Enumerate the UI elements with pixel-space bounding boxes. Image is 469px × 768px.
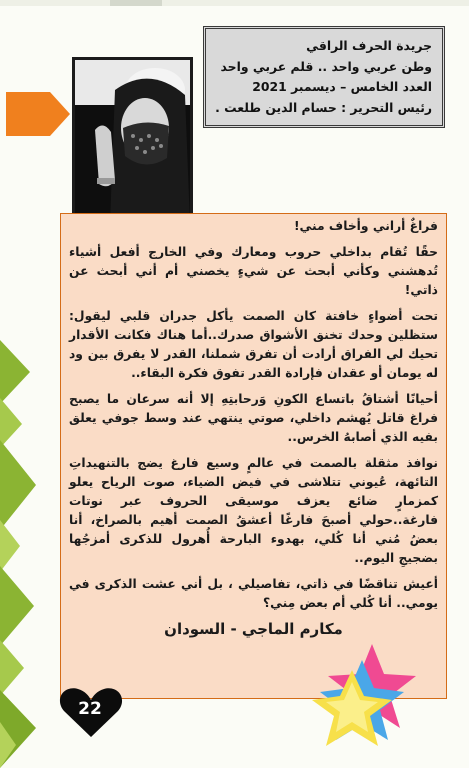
issue-info: العدد الخامس – ديسمبر 2021 (252, 79, 432, 94)
stars-icon (300, 640, 420, 760)
article-paragraph: تحت أضواءٍ خافتة كان الصمت يأكل جدران قلبي ليقول: ستظلين وحدك تخنق الأشواق صدرك..أما هناك فكانت الأقدار تحيك لي الفراق أرادت أن تفرق شملنا، القدر لا يفرق بين ود له يومان أو عقدان فإرادة القدر تفوق فكرة البقاء.. (69, 309, 438, 380)
newspaper-name: جريدة الحرف الراقي (306, 38, 432, 53)
page-number: 22 (78, 699, 102, 719)
article-paragraph: أعيش تناقضًا في ذاتي، تفاصيلي ، بل أني عشت الذكرى في يومي.. أنا كُلي أم بعض مِني؟ (69, 577, 438, 610)
article-author: مكارم الماجي - السودان (164, 620, 343, 638)
editor-in-chief: رئيس التحرير : حسام الدين طلعت . (215, 99, 432, 115)
top-strip (0, 0, 469, 6)
newspaper-header-box (203, 26, 445, 128)
newspaper-slogan: وطن عربي واحد .. قلم عربي واحد (220, 58, 432, 74)
article-paragraph: نوافذ مثقلة بالصمت في عالمٍ وسيع فارغ يضج بالتنهيداتِ التائهة، عُيوني تتلاشى في فيض الضياء، صوت الرياح يعلو كمزمارٍ ضائع يعزف موسيقى الحروف عبر نوتات فارغة..حولي أصبحَ فارغًا أعشقُ الصمت أهيم بالصراخ، أنا بعضُ مُني أنا كُلي، بهدوء البارحة أُهرول للذكرى أمزجُها بضجيجِ اليوم.. (69, 456, 438, 565)
orange-arrow-icon (6, 92, 70, 136)
top-tab (110, 0, 162, 6)
article-paragraph: حقًا تُقام بداخلي حروب ومعارك وفي الخارج أفعل أشياء تُدهشني وكأني أبحث عن شيءٍ يخصني أم أني أبحث عن ذاتي! (69, 245, 438, 297)
article-paragraph: فراغٌ أراني وأخاف مني! (293, 219, 438, 233)
article-paragraph: أحيانًا أشتاقُ باتساع الكونِ وَرحابتِهِ إلا أنه سرعان ما يصبح فراغ قاتل يُهشم داخلي، صوتي ينتهي عند وسط جوفي يعلق بفيه الذي أصابهُ الخرس.. (69, 392, 438, 444)
article-panel (60, 213, 447, 699)
author-photo (72, 57, 193, 227)
